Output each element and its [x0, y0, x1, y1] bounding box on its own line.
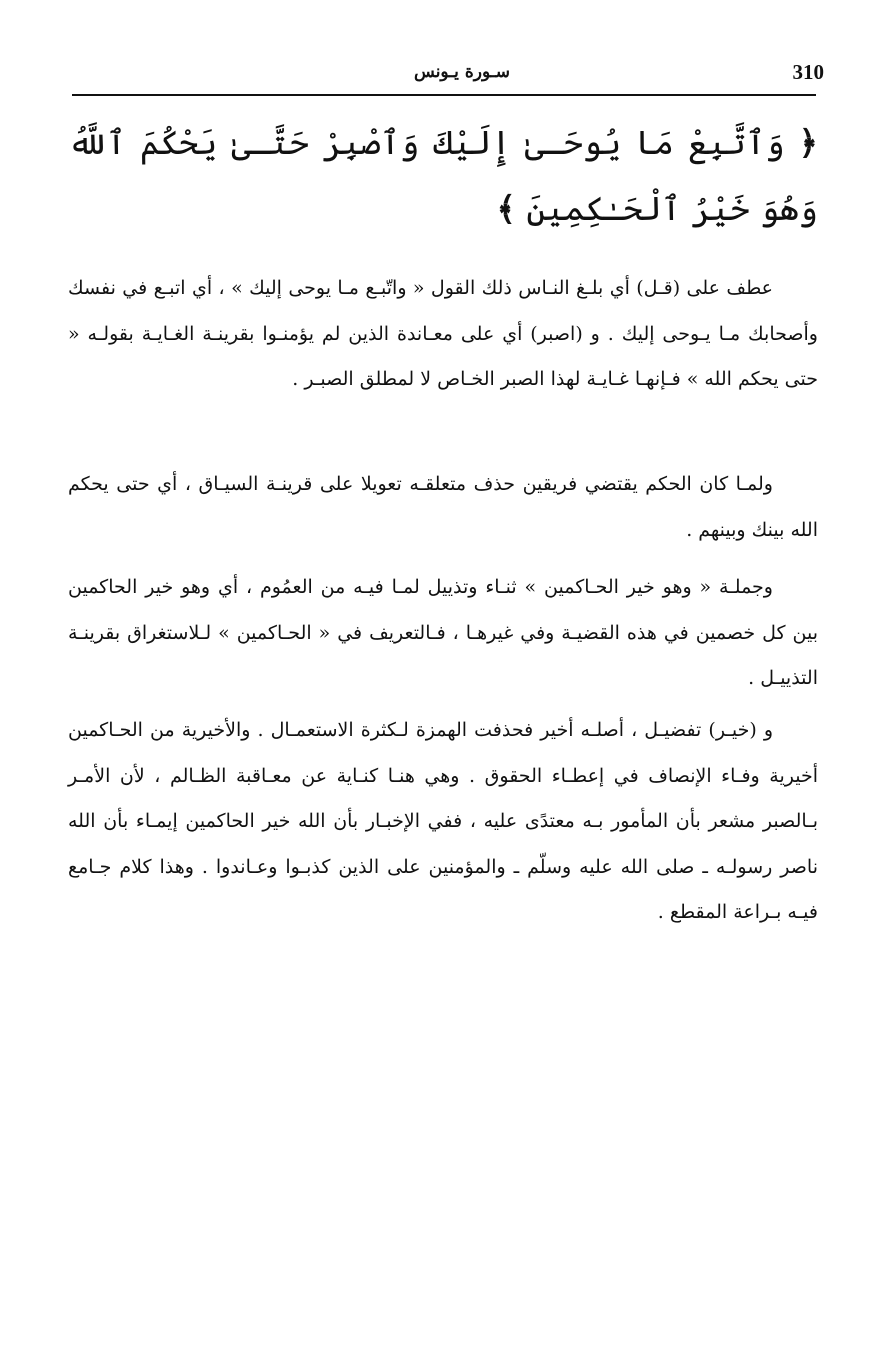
paragraph-first-line: و (خيـر) تفضيـل ، أصلـه أخير فحذفت الهمزة لـكثرة الاستعمـال . والأخيرية	[181, 719, 773, 741]
paragraph-body: خير الحاكمين بين كل خصمين في هذه القضيـة وفي غيرهـا ، فـالتعريف في « الحـاكمين » لـلاستغراق بقرينـة التذييـل .	[68, 576, 818, 689]
running-head-surah-title: سـورة يـونس	[414, 62, 510, 82]
page-header	[72, 58, 824, 98]
paragraph-body: من الحـاكمين أخيرية وفـاء الإنصاف في إعطـاء الحقوق . وهي هنـا كنـاية عن معـاقبة الظـالم ، لأن الأمـر بـالصبر مشعر بأن المأمور بـه معتدًى عليه ، ففي الإخبـار بأن الله خير الحاكمين إيمـاء بأن الله ناصر رسولـه ـ صلى الله عليه وسلّم ـ والمؤمنين على الذين كذبـوا وعـاندوا . وهذا كلام جـامع فيـه بـراعة المقطع .	[68, 719, 818, 923]
header-rule	[72, 94, 816, 96]
verse-close-bracket: ﴾	[496, 189, 516, 228]
commentary-paragraph-4	[68, 708, 818, 936]
commentary-paragraph-3	[68, 565, 818, 702]
commentary-paragraph-2	[68, 462, 818, 553]
paragraph-first-line: عطف على (قـل) أي بلـغ النـاس ذلك القول « واتّبـع مـا يوحى إليك » ، أي	[191, 277, 773, 299]
quran-verse	[68, 110, 818, 242]
paragraph-body: اتبـع في نفسك وأصحابك مـا يـوحى إليك . و (اصبر) أي على معـاندة الذين لم يؤمنـوا بقرينـة الغـايـة بقولـه « حتى يحكم الله » فـإنهـا غـايـة لهذا الصبر الخـاص لا لمطلق الصبـر .	[68, 277, 818, 390]
paragraph-body: أي حتى يحكم الله بينك وبينهم .	[68, 473, 818, 541]
verse-open-bracket: ﴿	[798, 123, 818, 162]
commentary-paragraph-1	[68, 266, 818, 403]
page-number: 310	[792, 60, 824, 84]
verse-text: وَٱتَّبِعْ مَا يُوحَـىٰ إِلَيْكَ وَٱصْبِرْ حَتَّـىٰ يَحْكُمَ ٱللَّهُ وَهُوَ خَيْرُ ٱلْحَـٰكِمِينَ	[68, 123, 818, 228]
paragraph-first-line: وجملـة « وهو خير الحـاكمين » ثنـاء وتذييل لمـا فيـه من العمُوم ، أي وهو	[181, 576, 773, 598]
paragraph-first-line: ولمـا كان الحكم يقتضي فريقين حذف متعلقـه تعويلا على قرينـة السيـاق ،	[184, 473, 773, 495]
